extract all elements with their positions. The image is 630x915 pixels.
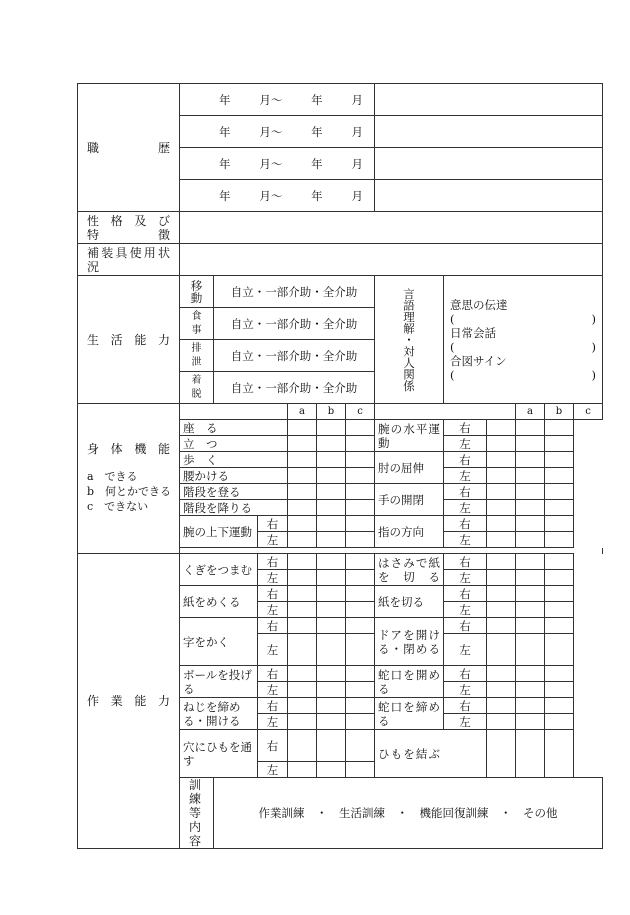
work-item: ひもを結ぶ — [375, 730, 487, 778]
prosthesis-label: 補装具使用状況 — [87, 245, 170, 274]
language-item-paren: ( ) — [450, 339, 596, 354]
daily-item-options[interactable]: 自立・一部介助・全介助 — [214, 308, 375, 340]
side-right: 右 — [444, 484, 487, 500]
side-left: 左 — [444, 532, 487, 548]
check-a[interactable] — [487, 420, 516, 436]
check-a[interactable] — [487, 516, 516, 532]
check-b[interactable] — [516, 602, 545, 618]
physical-label: 身体機能 — [87, 442, 170, 456]
check-c[interactable] — [545, 698, 574, 714]
check-b[interactable] — [317, 634, 346, 666]
language-item-paren: ( ) — [450, 311, 596, 326]
personality-field[interactable] — [180, 212, 603, 244]
check-a[interactable] — [288, 420, 317, 436]
check-b[interactable] — [516, 420, 545, 436]
work-item: くぎをつまむ — [180, 554, 258, 586]
daily-item-name: 移動 — [180, 276, 214, 308]
check-c[interactable] — [346, 436, 375, 452]
col-c-header: c — [574, 404, 603, 420]
check-c[interactable] — [346, 602, 375, 618]
side-left: 左 — [258, 714, 288, 730]
check-c[interactable] — [346, 618, 375, 634]
language-item-name: 日常会話 — [450, 325, 496, 340]
personality-label-1: 性格及び — [87, 213, 170, 228]
year-to: 年 — [311, 156, 323, 171]
history-detail-field[interactable] — [375, 148, 603, 180]
check-c[interactable] — [346, 554, 375, 570]
check-b[interactable] — [317, 570, 346, 586]
check-a[interactable] — [288, 516, 317, 532]
check-a[interactable] — [487, 468, 516, 484]
work-item: ねじを締める・開ける — [180, 698, 258, 730]
check-c[interactable] — [545, 570, 574, 586]
physical-item: 座 る — [180, 420, 288, 436]
check-a[interactable] — [487, 682, 516, 698]
history-date-cell[interactable] — [180, 180, 375, 212]
history-date-cell[interactable] — [180, 116, 375, 148]
history-label-cell — [78, 84, 180, 212]
daily-living-label-cell — [78, 276, 180, 404]
check-a[interactable] — [288, 452, 317, 468]
check-a[interactable] — [487, 484, 516, 500]
check-c[interactable] — [346, 682, 375, 698]
check-a[interactable] — [288, 500, 317, 516]
side-right: 右 — [444, 618, 487, 634]
language-item-paren: ( ) — [450, 367, 596, 382]
check-b[interactable] — [317, 602, 346, 618]
work-label: 作業能力 — [87, 694, 170, 708]
month-to: 月 — [351, 156, 363, 171]
check-b[interactable] — [317, 420, 346, 436]
side-right: 右 — [444, 666, 487, 682]
month-to: 月 — [351, 92, 363, 107]
check-a[interactable] — [288, 532, 317, 548]
language-items[interactable] — [444, 276, 603, 404]
side-left: 左 — [258, 532, 288, 548]
language-label-cell — [375, 276, 444, 404]
physical-legend: a できる b 何とかできる c できない — [87, 470, 172, 513]
side-left: 左 — [444, 500, 487, 516]
check-a[interactable] — [288, 714, 317, 730]
check-c[interactable] — [346, 714, 375, 730]
year-from: 年 — [219, 92, 231, 107]
year-from: 年 — [219, 188, 231, 203]
daily-item-options[interactable]: 自立・一部介助・全介助 — [214, 276, 375, 308]
physical-item: 立 つ — [180, 436, 288, 452]
physical-item: 肘の屈伸 — [375, 452, 444, 484]
col-b-header: b — [317, 404, 346, 420]
year-from: 年 — [219, 156, 231, 171]
check-c[interactable] — [346, 532, 375, 548]
check-c[interactable] — [346, 634, 375, 666]
check-c[interactable] — [545, 586, 574, 602]
side-right: 右 — [444, 452, 487, 468]
side-right: 右 — [258, 666, 288, 682]
side-left: 左 — [444, 634, 487, 666]
check-c[interactable] — [545, 730, 574, 778]
check-a[interactable] — [487, 532, 516, 548]
language-item-name: 意思の伝達 — [450, 297, 508, 312]
month-to: 月 — [351, 188, 363, 203]
physical-label-cell — [78, 404, 180, 554]
training-label-cell — [180, 778, 214, 849]
check-c[interactable] — [346, 762, 375, 778]
language-item-name: 合図サイン — [450, 353, 507, 368]
check-c[interactable] — [545, 484, 574, 500]
work-item: 蛇口を開める — [375, 666, 444, 698]
physical-item: 腰かける — [180, 468, 288, 484]
check-b[interactable] — [317, 682, 346, 698]
work-item: 紙を切る — [375, 586, 444, 618]
daily-living-label: 生活能力 — [87, 332, 170, 347]
check-a[interactable] — [288, 436, 317, 452]
col-a-header: a — [288, 404, 317, 420]
check-a[interactable] — [288, 618, 317, 634]
month-to: 月 — [351, 124, 363, 139]
side-left: 左 — [258, 570, 288, 586]
side-left: 左 — [258, 602, 288, 618]
work-item: ボールを投げる — [180, 666, 258, 698]
check-c[interactable] — [346, 586, 375, 602]
check-b[interactable] — [317, 468, 346, 484]
check-b[interactable] — [516, 468, 545, 484]
history-date-cell[interactable] — [180, 84, 375, 116]
check-b[interactable] — [317, 618, 346, 634]
check-c[interactable] — [545, 468, 574, 484]
check-b[interactable] — [516, 714, 545, 730]
side-right: 右 — [258, 586, 288, 602]
check-a[interactable] — [487, 698, 516, 714]
check-b[interactable] — [516, 682, 545, 698]
daily-item-name: 着脱 — [180, 372, 214, 404]
check-a[interactable] — [288, 468, 317, 484]
side-right: 右 — [444, 554, 487, 570]
check-c[interactable] — [346, 420, 375, 436]
side-right: 右 — [258, 730, 288, 762]
check-c[interactable] — [346, 698, 375, 714]
history-label: 職歴 — [87, 140, 170, 155]
side-left: 左 — [258, 762, 288, 778]
check-c[interactable] — [545, 602, 574, 618]
physical-item: 指の方向 — [375, 516, 444, 548]
check-c[interactable] — [545, 714, 574, 730]
check-a[interactable] — [487, 500, 516, 516]
check-a[interactable] — [487, 570, 516, 586]
check-c[interactable] — [346, 570, 375, 586]
check-a[interactable] — [288, 666, 317, 682]
check-a[interactable] — [288, 484, 317, 500]
side-left: 左 — [444, 714, 487, 730]
work-item: 字をかく — [180, 618, 258, 666]
side-right: 右 — [258, 554, 288, 570]
physical-item: 歩 く — [180, 452, 288, 468]
check-b[interactable] — [317, 666, 346, 682]
daily-item-options[interactable]: 自立・一部介助・全介助 — [214, 372, 375, 404]
check-c[interactable] — [346, 468, 375, 484]
check-b[interactable] — [516, 570, 545, 586]
personality-label-cell — [78, 212, 180, 244]
work-item: 蛇口を締める — [375, 698, 444, 730]
check-b[interactable] — [516, 634, 545, 666]
side-right: 右 — [258, 618, 288, 634]
check-a[interactable] — [288, 762, 317, 778]
side-left: 左 — [444, 468, 487, 484]
check-a[interactable] — [288, 586, 317, 602]
check-c[interactable] — [545, 516, 574, 532]
check-a[interactable] — [487, 666, 516, 682]
side-left: 左 — [444, 602, 487, 618]
side-left: 左 — [444, 436, 487, 452]
physical-item: 腕の水平運動 — [375, 420, 444, 452]
check-a[interactable] — [487, 436, 516, 452]
check-b[interactable] — [516, 500, 545, 516]
check-b[interactable] — [317, 762, 346, 778]
check-c[interactable] — [346, 500, 375, 516]
training-options[interactable]: 作業訓練 ・ 生活訓練 ・ 機能回復訓練 ・ その他 — [214, 778, 603, 849]
daily-item-options[interactable]: 自立・一部介助・全介助 — [214, 340, 375, 372]
check-a[interactable] — [487, 714, 516, 730]
col-c-header: c — [346, 404, 375, 420]
check-c[interactable] — [346, 484, 375, 500]
check-a[interactable] — [288, 682, 317, 698]
check-c[interactable] — [545, 532, 574, 548]
physical-item: 階段を降りる — [180, 500, 288, 516]
check-a[interactable] — [487, 554, 516, 570]
check-b[interactable] — [516, 730, 545, 778]
check-c[interactable] — [545, 420, 574, 436]
check-b[interactable] — [317, 516, 346, 532]
history-detail-field[interactable] — [375, 180, 603, 212]
side-left: 左 — [258, 682, 288, 698]
check-b[interactable] — [317, 484, 346, 500]
month-from: 月～ — [259, 92, 283, 107]
check-a[interactable] — [288, 698, 317, 714]
year-to: 年 — [311, 124, 323, 139]
side-right: 右 — [258, 516, 288, 532]
check-b[interactable] — [516, 516, 545, 532]
check-c[interactable] — [346, 730, 375, 762]
check-b[interactable] — [516, 532, 545, 548]
check-b[interactable] — [516, 452, 545, 468]
check-c[interactable] — [346, 666, 375, 682]
month-from: 月～ — [259, 188, 283, 203]
language-label: 言語理解・対人関係 — [402, 287, 416, 392]
check-b[interactable] — [516, 666, 545, 682]
training-label: 訓練等内容 — [189, 778, 202, 848]
side-right: 右 — [444, 516, 487, 532]
check-b[interactable] — [317, 698, 346, 714]
side-right: 右 — [258, 698, 288, 714]
year-to: 年 — [311, 188, 323, 203]
side-right: 右 — [444, 586, 487, 602]
check-b[interactable] — [516, 436, 545, 452]
check-b[interactable] — [317, 586, 346, 602]
check-a[interactable] — [487, 586, 516, 602]
side-left: 左 — [444, 570, 487, 586]
check-a[interactable] — [487, 730, 516, 778]
side-right: 右 — [444, 698, 487, 714]
month-from: 月～ — [259, 156, 283, 171]
physical-item: 階段を登る — [180, 484, 288, 500]
check-c[interactable] — [545, 634, 574, 666]
check-b[interactable] — [516, 484, 545, 500]
col-b-header: b — [545, 404, 574, 420]
col-a-header: a — [516, 404, 545, 420]
physical-item: 手の開閉 — [375, 484, 444, 516]
prosthesis-label-cell — [78, 244, 180, 276]
check-a[interactable] — [487, 618, 516, 634]
personality-label-2: 特徴 — [87, 227, 170, 242]
disability-assessment-form — [77, 83, 603, 849]
check-c[interactable] — [346, 452, 375, 468]
prosthesis-field[interactable] — [180, 244, 603, 276]
side-right: 右 — [444, 420, 487, 436]
check-b[interactable] — [317, 452, 346, 468]
check-b[interactable] — [317, 500, 346, 516]
check-a[interactable] — [487, 602, 516, 618]
side-left: 左 — [258, 634, 288, 666]
work-item: 穴にひもを通す — [180, 730, 258, 778]
side-left: 左 — [444, 682, 487, 698]
daily-item-name: 食事 — [180, 308, 214, 340]
check-b[interactable] — [317, 532, 346, 548]
check-c[interactable] — [545, 554, 574, 570]
physical-item: 腕の上下運動 — [180, 516, 258, 548]
check-b[interactable] — [317, 554, 346, 570]
check-a[interactable] — [487, 634, 516, 666]
physical-header-blank — [180, 404, 288, 420]
check-c[interactable] — [545, 682, 574, 698]
form-table — [77, 83, 603, 849]
check-a[interactable] — [288, 554, 317, 570]
year-to: 年 — [311, 92, 323, 107]
history-date-cell[interactable] — [180, 148, 375, 180]
work-item: はさみで紙を切る — [375, 554, 444, 586]
work-label-cell — [78, 554, 180, 849]
work-item: 紙をめくる — [180, 586, 258, 618]
check-b[interactable] — [516, 554, 545, 570]
work-item: ドアを開ける・閉める — [375, 618, 444, 666]
check-b[interactable] — [317, 436, 346, 452]
check-a[interactable] — [288, 634, 317, 666]
check-b[interactable] — [516, 618, 545, 634]
check-a[interactable] — [487, 452, 516, 468]
check-a[interactable] — [288, 602, 317, 618]
history-detail-field[interactable] — [375, 84, 603, 116]
daily-item-name: 排泄 — [180, 340, 214, 372]
history-detail-field[interactable] — [375, 116, 603, 148]
check-c[interactable] — [545, 618, 574, 634]
check-c[interactable] — [545, 666, 574, 682]
check-b[interactable] — [317, 714, 346, 730]
check-b[interactable] — [516, 586, 545, 602]
physical-header-blank — [375, 404, 516, 420]
check-c[interactable] — [545, 452, 574, 468]
check-a[interactable] — [288, 730, 317, 762]
check-b[interactable] — [317, 730, 346, 762]
year-from: 年 — [219, 124, 231, 139]
check-c[interactable] — [346, 516, 375, 532]
month-from: 月～ — [259, 124, 283, 139]
check-c[interactable] — [545, 500, 574, 516]
check-c[interactable] — [545, 436, 574, 452]
check-b[interactable] — [516, 698, 545, 714]
check-a[interactable] — [288, 570, 317, 586]
